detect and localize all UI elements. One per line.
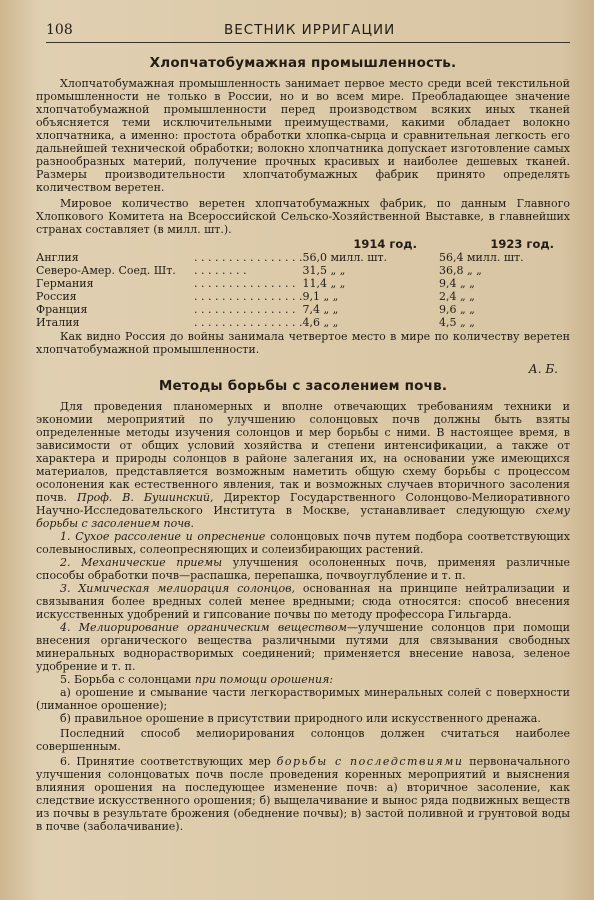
value-1923: 2,4 „ „ bbox=[438, 290, 475, 303]
method-item-5-title: 5. Борьба с солонцами bbox=[60, 673, 192, 686]
method-item-1-title: 1. Сухое рассоление и опреснение bbox=[60, 530, 266, 543]
method-item-5 bbox=[36, 673, 570, 686]
method-item-6 bbox=[36, 755, 570, 833]
section-title-cotton: Хлопчатобумажная промышленность. bbox=[149, 55, 457, 71]
value-1914: 9,1 „ „ bbox=[302, 290, 339, 303]
table-row bbox=[36, 290, 570, 303]
year-1923-header: 1923 год. bbox=[490, 237, 554, 251]
section-title-salinity: Методы борьбы с засолением почв. bbox=[158, 378, 448, 394]
cotton-paragraph-3: Как видно Россия до войны занимала четвертое место в мире по количеству веретен хлопчатобумажной промышленности. bbox=[36, 330, 570, 356]
cotton-paragraph-1: Хлопчатобумажная промышленность занимает первое место среди всей текстильной промышленности не только в России, но и во всем мире. Преобладающее значение хлопчатобумажной промышленности перед производством всяких иных тканей объясняется теми исключительными преимуществами, какими обладает волокно хлопчатника, а именно: простота обработки хлопка-сырца и сравнительная легкость его дальнейшей технической обработки; волокно хлопчатника допускает изготовление самых разнообразных материй, получение прочных красивых и наиболее дешевых тканей. Размеры производительности хлопчатобумажных фабрик принято определять количеством веретен. bbox=[36, 77, 570, 194]
method-item-1 bbox=[36, 530, 570, 556]
leader-dots: . . . . . . . . . . . . . . . . bbox=[194, 290, 303, 303]
spindles-table-header bbox=[36, 238, 570, 251]
country-name: Англия bbox=[36, 251, 79, 264]
table-row bbox=[36, 277, 570, 290]
country-name: Северо-Амер. Соед. Шт. bbox=[36, 264, 176, 277]
value-1923: 36,8 „ „ bbox=[438, 264, 482, 277]
value-1914: 11,4 „ „ bbox=[302, 277, 346, 290]
intro-author: Проф. В. Бушинский, bbox=[76, 491, 214, 504]
page-number: 108 bbox=[46, 22, 73, 38]
method-item-2-text: улучшения осолоненных почв, применяя различные способы обработки почв—распашка, перепашка, почвоуглубление и т. п. bbox=[36, 556, 570, 582]
table-row bbox=[36, 316, 570, 329]
intro-text-a: Для проведения планомерных и вполне отвечающих требованиям техники и экономии мероприятий по улучшению солонцовых почв должны быть взяты определенные методы изучения солонцов и мер борьбы с ними. В настоящее время, в зависимости от общих условий хозяйства и степени интенсификации, а также от характера и природы солонцов в районе залегания их, на основании уже имеющихся материалов, представляется возможным наметить общую схему борьбы с процессом осолонения как естественного явления, так и возможных случаев вторичного засоления почв. bbox=[36, 400, 570, 504]
country-name: Италия bbox=[36, 316, 80, 329]
value-1923: 9,6 „ „ bbox=[438, 303, 475, 316]
value-1914: 56,0 милл. шт. bbox=[302, 251, 388, 264]
intro-scheme: схему борьбы с засолением почв. bbox=[36, 504, 570, 530]
method-item-1-text: солонцовых почв путем подбора соответствующих солевыносливых, солеопресняющих и солеизбирающих растений. bbox=[36, 530, 570, 556]
method-item-4-title: 4. Мелиорирование органическим веществом bbox=[60, 621, 347, 634]
method-item-6-em: борьбы с последствиями bbox=[276, 755, 464, 768]
salinity-intro bbox=[36, 400, 570, 530]
country-name: Франция bbox=[36, 303, 88, 316]
journal-title: ВЕСТНИК ИРРИГАЦИИ bbox=[224, 22, 396, 38]
method-item-3-text: основанная на принципе нейтрализации и связывания более вредных солей менее вредными; сюда относятся: способ внесения искусственных удобрений и гипсование почвы по методу профессора Гильгарда. bbox=[36, 582, 570, 621]
method-item-6-b: первоначального улучшения солонцоватых почв после проведения коренных мероприятий и выяснения влияния орошения на последующее изменение почв: а) вторичное засоление, как следствие искусственного орошения; б) выщелачивание и вынос ряда подвижных веществ из почвы в результате брожения (обеднение почвы); в) застой поливной и грунтовой воды в почве (заболачивание). bbox=[36, 755, 571, 833]
table-row bbox=[36, 264, 570, 277]
leader-dots: . . . . . . . . . . . . . . . . bbox=[194, 316, 303, 329]
table-row bbox=[36, 251, 570, 264]
table-row bbox=[36, 303, 570, 316]
intro-text-b: Директор Государственного Солонцово-Мелиоративного Научно-Исследовательского Института в Москве, устанавливает следующую bbox=[36, 491, 571, 517]
method-item-2 bbox=[36, 556, 570, 582]
method-item-5b: б) правильное орошение в присутствии природного или искусственного дренажа. bbox=[60, 712, 541, 725]
leader-dots: . . . . . . . . . . . . . . . . bbox=[194, 251, 303, 264]
method-item-4 bbox=[36, 621, 570, 673]
cotton-paragraph-2: Мировое количество веретен хлопчатобумажных фабрик, по данным Главного Хлопкового Комитета на Всероссийской Сельско-Хозяйственной Выставке, в главнейших странах составляет (в милл. шт.). bbox=[36, 197, 570, 236]
value-1914: 7,4 „ „ bbox=[302, 303, 339, 316]
method-item-5-conclusion: Последний способ мелиорирования солонцов должен считаться наиболее совершенным. bbox=[36, 727, 570, 753]
year-1914-header: 1914 год. bbox=[353, 237, 417, 251]
value-1914: 31,5 „ „ bbox=[302, 264, 346, 277]
country-name: Россия bbox=[36, 290, 77, 303]
value-1923: 56,4 милл. шт. bbox=[438, 251, 524, 264]
method-item-2-title: 2. Механические приемы bbox=[60, 556, 223, 569]
signature: А. Б. bbox=[528, 362, 558, 376]
leader-dots: . . . . . . . . . . . . . . . bbox=[194, 303, 296, 316]
value-1923: 4,5 „ „ bbox=[438, 316, 475, 329]
method-item-3-title: 3. Химическая мелиорация солонцов, bbox=[60, 582, 295, 595]
value-1923: 9,4 „ „ bbox=[438, 277, 475, 290]
running-header bbox=[46, 22, 570, 43]
leader-dots: . . . . . . . . bbox=[194, 264, 247, 277]
method-item-3 bbox=[36, 582, 570, 621]
leader-dots: . . . . . . . . . . . . . . . bbox=[194, 277, 296, 290]
spindles-table bbox=[36, 238, 570, 329]
country-name: Германия bbox=[36, 277, 94, 290]
value-1914: 4,6 „ „ bbox=[302, 316, 339, 329]
method-item-5a: а) орошение и смывание части легкорастворимых минеральных солей с поверхности (лиманное орошение); bbox=[36, 686, 570, 712]
method-item-6-a: 6. Принятие соответствующих мер bbox=[60, 755, 271, 768]
method-item-4-text: —улучшение солонцов при помощи внесения органического вещества различными путями для связывания свободных минеральных воднорастворимых соединений; применяется внесение навоза, зеленое удобрение и т. п. bbox=[36, 621, 570, 673]
method-item-5-em: при помощи орошения: bbox=[194, 673, 334, 686]
